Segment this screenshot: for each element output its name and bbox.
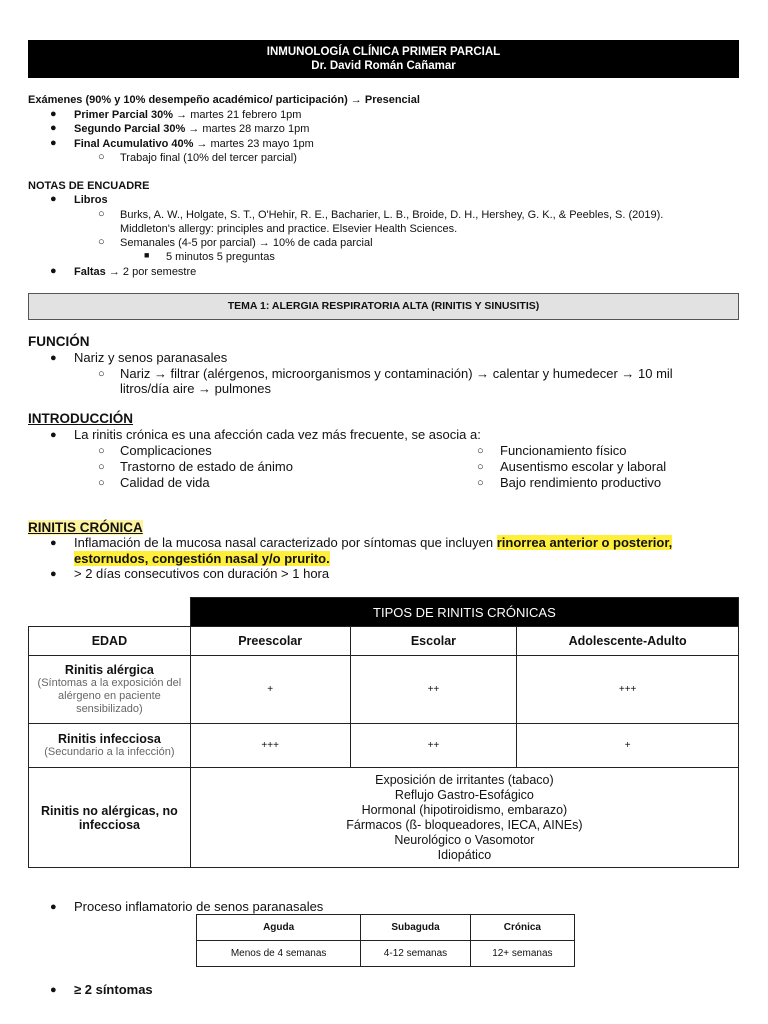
cause-line: Neurológico o Vasomotor: [394, 832, 535, 847]
bullet-icon: ●: [50, 429, 57, 441]
rinitis-highlight-2: estornudos, congestión nasal y/o prurito.: [74, 551, 330, 566]
exam-item-1-rest: → martes 21 febrero 1pm: [173, 109, 302, 121]
bullet-icon: ●: [50, 193, 57, 205]
cell-value: +: [190, 656, 350, 724]
circle-bullet-icon: ○: [477, 445, 484, 457]
cell-value: ++: [350, 656, 517, 724]
cell-value: +: [517, 724, 739, 768]
funcion-sub-line-1: Nariz → filtrar (alérgenos, microorganismos y contaminación) → calentar y humedecer → 10 mil: [120, 366, 673, 381]
column-header-preescolar: Preescolar: [190, 627, 350, 656]
intro-item: La rinitis crónica es una afección cada vez más frecuente, se asocia a:: [74, 427, 481, 442]
bullet-icon: ●: [50, 568, 57, 580]
table-title: TIPOS DE RINITIS CRÓNICAS: [190, 598, 738, 627]
table-empty-corner: [29, 598, 191, 627]
rinitis-item-2: > 2 días consecutivos con duración > 1 hora: [74, 566, 330, 581]
table-row: [29, 724, 739, 768]
column-header-adolescente: Adolescente-Adulto: [517, 627, 739, 656]
column-header-cronica: Crónica: [470, 915, 574, 941]
minutos-item: 5 minutos 5 preguntas: [166, 251, 275, 263]
square-bullet-icon: ■: [144, 250, 150, 260]
libros-label: Libros: [74, 194, 108, 206]
cell-value: 12+ semanas: [470, 941, 574, 967]
intro-left-1: Complicaciones: [120, 443, 212, 458]
exam-sub-item: Trabajo final (10% del tercer parcial): [120, 152, 297, 164]
bullet-icon: ●: [50, 137, 57, 149]
rinitis-highlight-1: rinorrea anterior o posterior,: [496, 535, 673, 550]
intro-left-3: Calidad de vida: [120, 475, 210, 490]
bullet-icon: ●: [50, 352, 57, 364]
circle-bullet-icon: ○: [477, 461, 484, 473]
cause-line: Exposición de irritantes (tabaco): [375, 772, 554, 787]
bullet-icon: ●: [50, 537, 57, 549]
table-row: [29, 656, 739, 724]
no-alergica-causes: [190, 768, 738, 868]
circle-bullet-icon: ○: [98, 477, 105, 489]
rinitis-line-1: [74, 535, 672, 551]
cause-line: Reflujo Gastro-Esofágico: [394, 787, 534, 802]
sinusitis-item: Proceso inflamatorio de senos paranasales: [74, 899, 324, 914]
intro-left-2: Trastorno de estado de ánimo: [120, 459, 293, 474]
row-header-infecciosa: [29, 724, 191, 768]
intro-heading: INTRODUCCIÓN: [28, 411, 133, 426]
tema-banner: TEMA 1: ALERGIA RESPIRATORIA ALTA (RINITIS Y SINUSITIS): [28, 293, 739, 320]
faltas-rest: → 2 por semestre: [105, 266, 197, 278]
circle-bullet-icon: ○: [98, 461, 105, 473]
cell-value: +++: [517, 656, 739, 724]
row-infecciosa-name: Rinitis infecciosa: [57, 732, 161, 746]
column-header-escolar: Escolar: [350, 627, 517, 656]
document-header: [28, 40, 739, 78]
column-header-subaguda: Subaguda: [361, 915, 470, 941]
circle-bullet-icon: ○: [98, 368, 105, 380]
sintomas-item: ≥ 2 síntomas: [74, 982, 153, 997]
reference-line-1: Burks, A. W., Holgate, S. T., O'Hehir, R. E., Bacharier, L. B., Broide, D. H., Hershey, G. K., & Peebles, S. (2019).: [120, 209, 664, 221]
bullet-icon: ●: [50, 122, 57, 134]
cell-value: 4-12 semanas: [361, 941, 470, 967]
cell-value: +++: [190, 724, 350, 768]
exam-item-1: [74, 108, 301, 123]
cause-line: Hormonal (hipotiroidismo, embarazo): [361, 802, 568, 817]
exam-item-2-rest: → martes 28 marzo 1pm: [185, 123, 310, 135]
bullet-icon: ●: [50, 901, 57, 913]
exam-item-3-rest: → martes 23 mayo 1pm: [193, 138, 314, 150]
funcion-sub-line-2: litros/día aire → pulmones: [120, 381, 272, 396]
faltas-label: Faltas: [74, 266, 106, 278]
exam-item-3-label: Final Acumulativo 40%: [74, 138, 194, 150]
funcion-item: Nariz y senos paranasales: [74, 350, 228, 365]
circle-bullet-icon: ○: [98, 151, 105, 163]
bullet-icon: ●: [50, 108, 57, 120]
examenes-heading: Exámenes (90% y 10% desempeño académico/ participación) → Presencial: [28, 94, 420, 106]
row-alergica-sub: (Síntomas a la exposición del alérgeno en paciente sensibilizado): [37, 677, 182, 715]
row-header-no-alergica: Rinitis no alérgicas, no infecciosa: [29, 768, 191, 868]
exam-item-2-label: Segundo Parcial 30%: [74, 123, 186, 135]
cause-line: Idiopático: [437, 847, 492, 862]
cell-value: Menos de 4 semanas: [197, 941, 361, 967]
bullet-icon: ●: [50, 984, 57, 996]
exam-item-2: [74, 122, 309, 137]
exam-item-1-label: Primer Parcial 30%: [74, 109, 174, 121]
funcion-heading: FUNCIÓN: [28, 334, 90, 349]
cause-line: Fármacos (ß- bloqueadores, IECA, AINEs): [346, 817, 583, 832]
column-header-edad: EDAD: [29, 627, 191, 656]
intro-right-3: Bajo rendimiento productivo: [500, 475, 662, 490]
intro-right-2: Ausentismo escolar y laboral: [500, 459, 667, 474]
column-header-aguda: Aguda: [197, 915, 361, 941]
rinitis-line-1-text: Inflamación de la mucosa nasal caracterizado por síntomas que incluyen: [74, 535, 497, 550]
row-infecciosa-sub: (Secundario a la infección): [44, 746, 175, 758]
cell-value: ++: [350, 724, 517, 768]
bullet-icon: ●: [50, 265, 57, 277]
header-title: INMUNOLOGÍA CLÍNICA PRIMER PARCIAL: [266, 46, 501, 58]
rinitis-line-2: [74, 551, 330, 567]
circle-bullet-icon: ○: [98, 445, 105, 457]
rinitis-heading: RINITIS CRÓNICA: [28, 520, 143, 535]
header-author: Dr. David Román Cañamar: [311, 60, 456, 72]
table-row: [29, 768, 739, 868]
sinusitis-table: [196, 914, 575, 967]
rinitis-types-table: [28, 597, 739, 868]
intro-right-1: Funcionamiento físico: [500, 443, 627, 458]
circle-bullet-icon: ○: [477, 477, 484, 489]
semanales-item: Semanales (4-5 por parcial) → 10% de cada parcial: [120, 237, 373, 249]
faltas-item: [74, 265, 196, 280]
reference-line-2: Middleton's allergy: principles and practice. Elsevier Health Sciences.: [120, 223, 458, 235]
circle-bullet-icon: ○: [98, 236, 105, 248]
row-header-alergica: [29, 656, 191, 724]
circle-bullet-icon: ○: [98, 208, 105, 220]
row-alergica-name: Rinitis alérgica: [64, 663, 154, 677]
encuadre-heading: NOTAS DE ENCUADRE: [28, 180, 150, 192]
exam-item-3: [74, 137, 314, 152]
